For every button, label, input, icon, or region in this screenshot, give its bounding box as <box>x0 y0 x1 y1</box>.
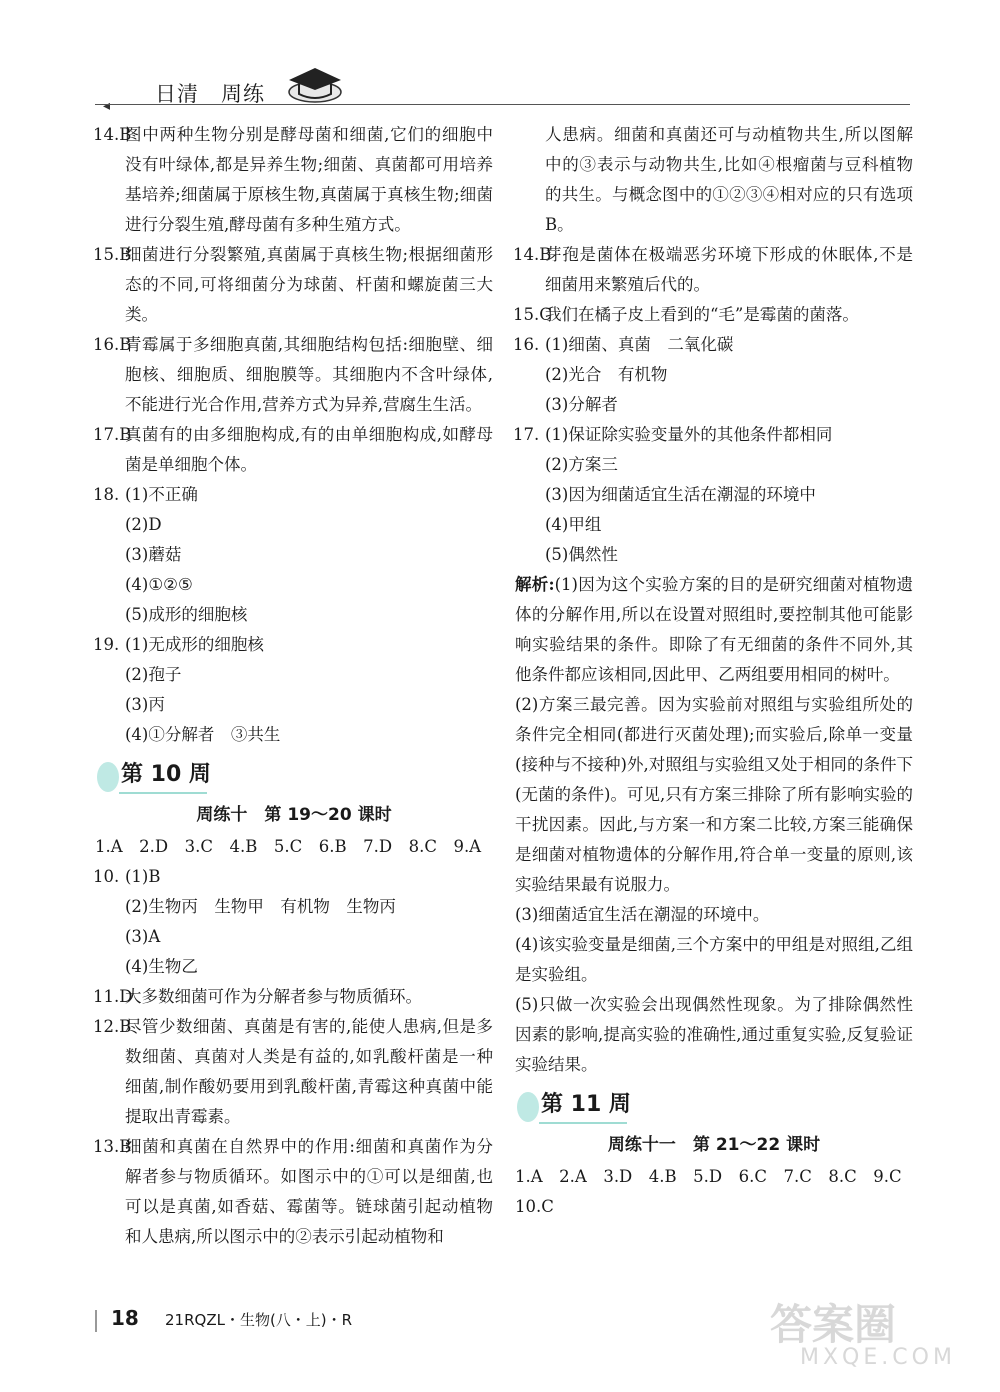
week-decoration-icon <box>97 762 119 792</box>
choices-11: 1.A 2.A 3.D 4.B 5.D 6.C 7.C 8.C 9.C <box>515 1167 902 1186</box>
graduation-cap-icon <box>285 62 345 104</box>
choices-10: 1.A 2.D 3.C 4.B 5.C 6.B 7.D 8.C 9.A <box>95 837 482 856</box>
answer-12: 12.B 尽管少数细菌、真菌是有害的,能使人患病,但是多数细菌、真菌对人类是有益的,如乳酸杆菌是一种细菌,制作酸奶要用到乳酸杆菌,青霉这种真菌中能提取出青霉素。 <box>93 1017 493 1126</box>
answer-15: 15.B 细菌进行分裂繁殖,真菌属于真核生物;根据细菌形态的不同,可将细菌分为球菌、杆菌和螺旋菌三大类。 <box>93 245 493 324</box>
page-header <box>95 60 910 114</box>
answer-13-continued: 人患病。细菌和真菌还可与动植物共生,所以图解中的③表示与动物共生,比如④根瘤菌与豆科植物的共生。与概念图中的①②③④相对应的只有选项 B。 <box>545 125 913 234</box>
answer-11: 11.D 大多数细菌可作为分解者参与物质循环。 <box>93 987 422 1006</box>
analysis-block: 解析:(1)因为这个实验方案的目的是研究细菌对植物遗体的分解作用,所以在设置对照组时,要控制其他可能影响实验结果的条件。即除了有无细菌的条件不同外,其他条件都应该相同,因此甲、乙两组要用相同的树叶。 (2)方案三最完善。因为实验前对照组与实验组所处的条件完全相同(都进行灭菌处理);而实验后,除单一变量(接种与不接种)外,对照组与实验组又处于相同的条件下(无菌的条件)。可见,只有方案三排除了所有影响实验的干扰因素。因此,与方案一和方案二比较,方案三能确保是细菌对植物遗体的分解作用,符合单一变量的原则,该实验结果最有说服力。 (3)细菌适宜生活在潮湿的环境中。 (4)该实验变量是细菌,三个方案中的甲组是对照组,乙组是实验组。 (5)只做一次实验会出现偶然性现象。为了排除偶然性因素的影响,提高实验的准确性,通过重复实验,反复验证实验结果。 <box>515 575 913 1074</box>
answer-17-r: 17. (1)保证除实验变量外的其他条件都相同 (2)方案三 (3)因为细菌适宜生活在潮湿的环境中 (4)甲组 (5)偶然性 <box>513 425 833 564</box>
watermark-logo: 答案圈 <box>770 1300 897 1349</box>
answer-16: 16.B 青霉属于多细胞真菌,其细胞结构包括:细胞壁、细胞核、细胞质、细胞膜等。其细胞内不含叶绿体,不能进行光合作用,营养方式为异养,营腐生生活。 <box>93 335 493 414</box>
analysis-label: 解析: <box>515 575 555 594</box>
watermark-url: MXQE.COM <box>800 1345 956 1370</box>
answer-15-r: 15.C 我们在橘子皮上看到的“毛”是霉菌的菌落。 <box>513 305 859 324</box>
section-title-10: 周练十 第 19～20 课时 <box>196 805 392 825</box>
page-footer <box>95 1306 695 1336</box>
answer-17: 17.B 真菌有的由多细胞构成,有的由单细胞构成,如酵母菌是单细胞个体。 <box>93 425 493 474</box>
answer-13: 13.B 细菌和真菌在自然界中的作用:细菌和真菌作为分解者参与物质循环。如图示中的①可以是细菌,也可以是真菌,如香菇、霉菌等。链球菌引起动植物和人患病,所以图示中的②表示引起动植物和 <box>93 1137 493 1246</box>
right-column <box>515 120 913 1222</box>
left-column <box>95 120 493 1252</box>
book-code: 21RQZL・生物(八・上)・R <box>165 1311 353 1329</box>
answer-10: 10. (1)B (2)生物丙 生物甲 有机物 生物丙 (3)A (4)生物乙 <box>93 867 396 976</box>
header-rule <box>95 104 910 105</box>
answer-14-r: 14.B 芽孢是菌体在极端恶劣环境下形成的休眠体,不是细菌用来繁殖后代的。 <box>513 245 913 294</box>
header-title: 日清 周练 <box>155 82 265 106</box>
arrow-icon: ◂ <box>103 98 111 114</box>
answer-10-r: 10.C <box>515 1197 554 1216</box>
week-decoration-icon <box>517 1092 539 1122</box>
section-title-11: 周练十一 第 21～22 课时 <box>607 1135 821 1155</box>
answer-14: 14.B 图中两种生物分别是酵母菌和细菌,它们的细胞中没有叶绿体,都是异养生物;细菌、真菌都可用培养基培养;细菌属于原核生物,真菌属于真核生物;细菌进行分裂生殖,酵母菌有多种生殖方式。 <box>93 125 493 234</box>
week-11-heading: 第 11 周 <box>515 1090 913 1124</box>
page-marker <box>95 1310 109 1332</box>
answer-16-r: 16. (1)细菌、真菌 二氧化碳 (2)光合 有机物 (3)分解者 <box>513 335 734 414</box>
answer-19: 19. (1)无成形的细胞核 (2)孢子 (3)丙 (4)①分解者 ③共生 <box>93 635 281 744</box>
week-10-heading: 第 10 周 <box>95 760 493 794</box>
page-number: 18 <box>111 1306 139 1330</box>
answer-18: 18. (1)不正确 (2)D (3)蘑菇 (4)①②⑤ (5)成形的细胞核 <box>93 485 248 624</box>
